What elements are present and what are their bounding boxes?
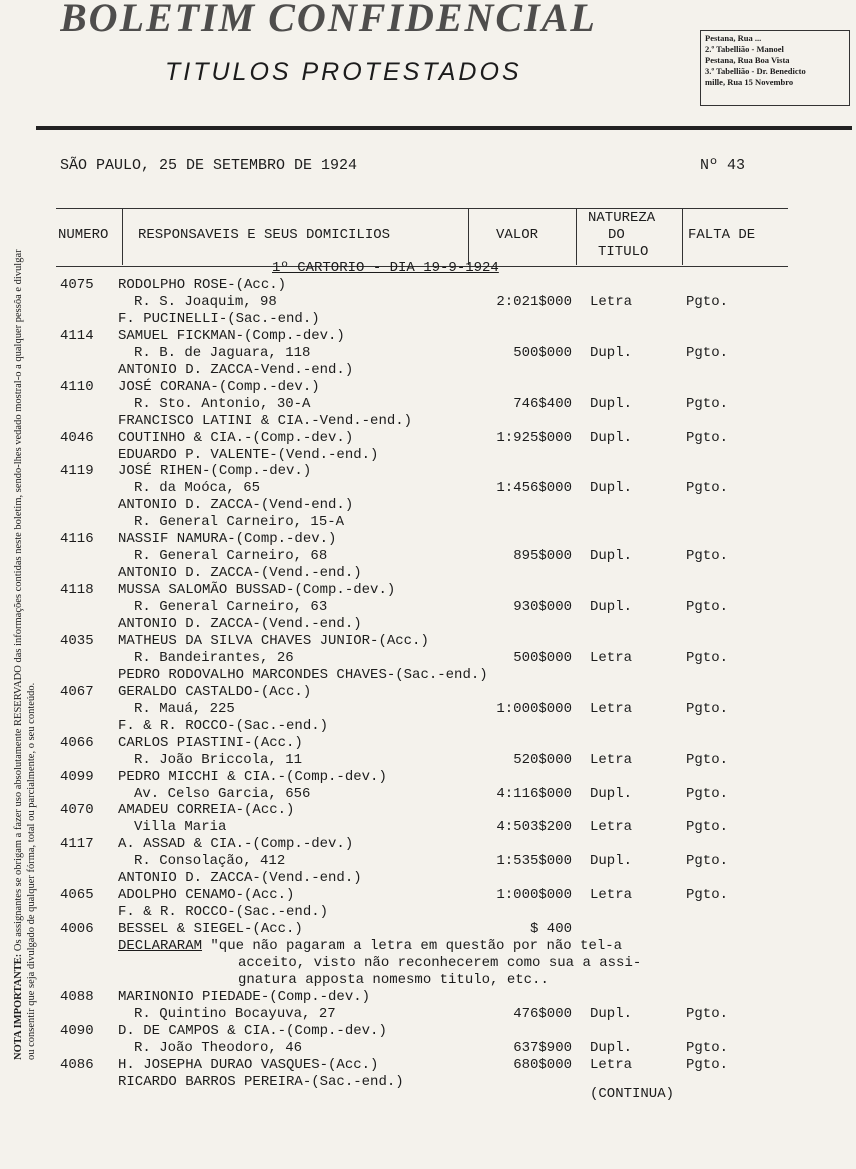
- header-rule: [36, 126, 852, 130]
- table-row: [0, 497, 856, 514]
- protest-number: 4116: [60, 531, 94, 547]
- responsible-party: BESSEL & SIEGEL-(Acc.): [118, 921, 303, 937]
- lack-reason: Pgto.: [686, 819, 729, 835]
- table-row: [0, 514, 856, 531]
- table-row: [0, 769, 856, 786]
- section-heading-row: [0, 260, 856, 277]
- party-address: R. da Moóca, 65: [134, 480, 261, 496]
- amount-value: 895$000: [513, 548, 572, 564]
- protest-number: 4035: [60, 633, 94, 649]
- title-nature: Dupl.: [590, 1006, 633, 1022]
- protest-number: 4119: [60, 463, 94, 479]
- column-divider: [122, 208, 123, 265]
- responsible-party: ADOLPHO CENAMO-(Acc.): [118, 887, 295, 903]
- table-row: [0, 447, 856, 464]
- table-row: [0, 870, 856, 887]
- column-divider: [576, 208, 577, 265]
- party-address: R. Mauá, 225: [134, 701, 235, 717]
- lack-reason: Pgto.: [686, 887, 729, 903]
- bulletin-number: Nº 43: [700, 157, 746, 174]
- lack-reason: Pgto.: [686, 1057, 729, 1073]
- amount-value: 1:000$000: [496, 887, 572, 903]
- amount-value: 1:000$000: [496, 701, 572, 717]
- table-row: [0, 294, 856, 311]
- party-address: R. Sto. Antonio, 30-A: [134, 396, 311, 412]
- table-row: [0, 1006, 856, 1023]
- amount-value: $ 400: [529, 921, 572, 937]
- protest-number: 4070: [60, 802, 94, 818]
- lack-reason: Pgto.: [686, 345, 729, 361]
- declaration-text: "que não pagaram a letra em questão por não tel-a: [202, 938, 623, 954]
- responsible-party: F. & R. ROCCO-(Sac.-end.): [118, 718, 329, 734]
- responsible-party: D. DE CAMPOS & CIA.-(Comp.-dev.): [118, 1023, 387, 1039]
- protest-number: 4114: [60, 328, 94, 344]
- title-nature: Letra: [590, 294, 633, 310]
- amount-value: 476$000: [513, 1006, 572, 1022]
- responsible-party: MATHEUS DA SILVA CHAVES JUNIOR-(Acc.): [118, 633, 429, 649]
- table-row: [0, 311, 856, 328]
- table-row: [0, 853, 856, 870]
- table-row: [0, 701, 856, 718]
- table-row: [0, 921, 856, 938]
- lack-reason: Pgto.: [686, 650, 729, 666]
- responsible-party: MARINONIO PIEDADE-(Comp.-dev.): [118, 989, 371, 1005]
- responsible-party: A. ASSAD & CIA.-(Comp.-dev.): [118, 836, 354, 852]
- amount-value: 1:925$000: [496, 430, 572, 446]
- notary-address-box: [700, 30, 850, 106]
- lack-reason: Pgto.: [686, 752, 729, 768]
- table-row: [0, 836, 856, 853]
- protest-number: 4065: [60, 887, 94, 903]
- table-row: [0, 989, 856, 1006]
- party-address: Av. Celso Garcia, 656: [134, 786, 311, 802]
- lack-reason: Pgto.: [686, 480, 729, 496]
- protest-number: 4088: [60, 989, 94, 1005]
- responsible-party: ANTONIO D. ZACCA-(Vend-end.): [118, 497, 354, 513]
- party-address: R. General Carneiro, 63: [134, 599, 328, 615]
- table-row: [0, 752, 856, 769]
- table-row: [0, 633, 856, 650]
- table-row: [0, 616, 856, 633]
- title-nature: Letra: [590, 752, 633, 768]
- table-row: [0, 684, 856, 701]
- notary-address-line: Pestana, Rua ...: [705, 33, 762, 43]
- title-nature: Letra: [590, 1057, 633, 1073]
- continue-note: (CONTINUA): [590, 1086, 675, 1102]
- lack-reason: Pgto.: [686, 430, 729, 446]
- lack-reason: Pgto.: [686, 548, 729, 564]
- notary-address-line: mille, Rua 15 Novembro: [705, 77, 794, 87]
- responsible-party: PEDRO MICCHI & CIA.-(Comp.-dev.): [118, 769, 387, 785]
- party-address: R. João Theodoro, 46: [134, 1040, 303, 1056]
- amount-value: 680$000: [513, 1057, 572, 1073]
- responsible-party: H. JOSEPHA DURAO VASQUES-(Acc.): [118, 1057, 379, 1073]
- title-nature: Letra: [590, 887, 633, 903]
- header-numero: NUMERO: [58, 227, 109, 243]
- protest-number: 4006: [60, 921, 94, 937]
- lack-reason: Pgto.: [686, 294, 729, 310]
- amount-value: 2:021$000: [496, 294, 572, 310]
- party-address: R. General Carneiro, 15-A: [134, 514, 345, 530]
- responsible-party: COUTINHO & CIA.-(Comp.-dev.): [118, 430, 354, 446]
- title-nature: Letra: [590, 650, 633, 666]
- table-row: [0, 480, 856, 497]
- lack-reason: Pgto.: [686, 599, 729, 615]
- responsible-party: F. PUCINELLI-(Sac.-end.): [118, 311, 320, 327]
- table-row: [0, 904, 856, 921]
- table-row: [0, 362, 856, 379]
- title-nature: Letra: [590, 819, 633, 835]
- responsible-party: F. & R. ROCCO-(Sac.-end.): [118, 904, 329, 920]
- amount-value: 746$400: [513, 396, 572, 412]
- header-valor: VALOR: [496, 227, 539, 243]
- party-address: R. João Briccola, 11: [134, 752, 303, 768]
- title-nature: Dupl.: [590, 480, 633, 496]
- table-row: [0, 531, 856, 548]
- responsible-party: SAMUEL FICKMAN-(Comp.-dev.): [118, 328, 345, 344]
- amount-value: 500$000: [513, 345, 572, 361]
- responsible-party: ANTONIO D. ZACCA-(Vend.-end.): [118, 616, 362, 632]
- table-row: [0, 938, 856, 955]
- title-nature: Dupl.: [590, 430, 633, 446]
- table-row: [0, 396, 856, 413]
- declaration-label: DECLARARAM: [118, 938, 203, 954]
- table-row: [0, 565, 856, 582]
- party-address: R. Consolação, 412: [134, 853, 286, 869]
- notary-address-line: 3.º Tabellião - Dr. Benedicto: [705, 66, 806, 76]
- lack-reason: Pgto.: [686, 786, 729, 802]
- lack-reason: Pgto.: [686, 853, 729, 869]
- protest-number: 4066: [60, 735, 94, 751]
- responsible-party: MUSSA SALOMÃO BUSSAD-(Comp.-dev.): [118, 582, 396, 598]
- protest-number: 4075: [60, 277, 94, 293]
- table-row: [0, 819, 856, 836]
- protest-number: 4099: [60, 769, 94, 785]
- amount-value: 1:535$000: [496, 853, 572, 869]
- notary-address-line: 2.º Tabellião - Manoel: [705, 44, 784, 54]
- table-row: [0, 972, 856, 989]
- title-nature: Dupl.: [590, 1040, 633, 1056]
- table-row: [0, 582, 856, 599]
- header-falta: FALTA DE: [688, 227, 756, 243]
- header-natureza-line1: NATUREZA: [588, 210, 656, 226]
- responsible-party: RODOLPHO ROSE-(Acc.): [118, 277, 287, 293]
- title-nature: Dupl.: [590, 786, 633, 802]
- date-line: SÃO PAULO, 25 DE SETEMBRO DE 1924: [60, 157, 358, 174]
- table-row: [0, 1074, 856, 1091]
- table-row: [0, 802, 856, 819]
- title-nature: Letra: [590, 701, 633, 717]
- table-row: [0, 548, 856, 565]
- table-row: [0, 463, 856, 480]
- amount-value: 637$900: [513, 1040, 572, 1056]
- protest-number: 4046: [60, 430, 94, 446]
- amount-value: 930$000: [513, 599, 572, 615]
- protest-number: 4117: [60, 836, 94, 852]
- protest-number: 4110: [60, 379, 94, 395]
- amount-value: 1:456$000: [496, 480, 572, 496]
- table-row: [0, 667, 856, 684]
- notary-address-line: Pestana, Rua Boa Vista: [705, 55, 790, 65]
- party-address: R. B. de Jaguara, 118: [134, 345, 311, 361]
- party-address: Villa Maria: [134, 819, 227, 835]
- header-natureza-line3: TITULO: [598, 244, 649, 260]
- table-row: [0, 413, 856, 430]
- title-nature: Dupl.: [590, 548, 633, 564]
- responsible-party: ANTONIO D. ZACCA-(Vend.-end.): [118, 565, 362, 581]
- table-row: [0, 735, 856, 752]
- title-nature: Dupl.: [590, 345, 633, 361]
- header-responsaveis: RESPONSAVEIS E SEUS DOMICILIOS: [138, 227, 391, 243]
- amount-value: 4:116$000: [496, 786, 572, 802]
- responsible-party: RICARDO BARROS PEREIRA-(Sac.-end.): [118, 1074, 404, 1090]
- title-nature: Dupl.: [590, 853, 633, 869]
- table-row: [0, 379, 856, 396]
- responsible-party: JOSÉ RIHEN-(Comp.-dev.): [118, 463, 312, 479]
- party-address: R. General Carneiro, 68: [134, 548, 328, 564]
- protest-number: 4118: [60, 582, 94, 598]
- amount-value: 520$000: [513, 752, 572, 768]
- protest-number: 4086: [60, 1057, 94, 1073]
- title-nature: Dupl.: [590, 396, 633, 412]
- header-natureza-line2: DO: [608, 227, 625, 243]
- table-row: [0, 1057, 856, 1074]
- responsible-party: CARLOS PIASTINI-(Acc.): [118, 735, 303, 751]
- table-row: [0, 599, 856, 616]
- side-note-label: NOTA IMPORTANTE:: [13, 953, 24, 1060]
- document-subtitle: TITULOS PROTESTADOS: [165, 58, 522, 86]
- table-row: [0, 650, 856, 667]
- column-divider: [468, 208, 469, 265]
- table-row: [0, 345, 856, 362]
- lack-reason: Pgto.: [686, 1040, 729, 1056]
- responsible-party: JOSÉ CORANA-(Comp.-dev.): [118, 379, 320, 395]
- party-address: R. Quintino Bocayuva, 27: [134, 1006, 336, 1022]
- responsible-party: GERALDO CASTALDO-(Acc.): [118, 684, 312, 700]
- responsible-party: EDUARDO P. VALENTE-(Vend.-end.): [118, 447, 379, 463]
- side-note-text: Os assignantes se obrigam a fazer uso absolutamente RESERVADO das informações contidas neste boletim, sendo-lhes vedado mostral-o a qualquer pessôa e divulgar ou consentir que seja divulgado de qualquer fórma, total ou parcialmente, o seu conteúdo.: [13, 249, 37, 1060]
- table-row: [0, 1040, 856, 1057]
- table-row: [0, 718, 856, 735]
- responsible-party: NASSIF NAMURA-(Comp.-dev.): [118, 531, 337, 547]
- responsible-party: PEDRO RODOVALHO MARCONDES CHAVES-(Sac.-end.): [118, 667, 488, 683]
- table-row: [0, 786, 856, 803]
- responsible-party: ANTONIO D. ZACCA-Vend.-end.): [118, 362, 354, 378]
- declaration-text: acceito, visto não reconhecerem como sua a assi-: [238, 955, 642, 971]
- table-row: [0, 887, 856, 904]
- amount-value: 500$000: [513, 650, 572, 666]
- table-row: [0, 955, 856, 972]
- bulletin-banner-title: BOLETIM CONFIDENCIAL: [60, 0, 597, 36]
- amount-value: 4:503$200: [496, 819, 572, 835]
- responsible-party: FRANCISCO LATINI & CIA.-Vend.-end.): [118, 413, 413, 429]
- lack-reason: Pgto.: [686, 1006, 729, 1022]
- responsible-party: AMADEU CORREIA-(Acc.): [118, 802, 295, 818]
- title-nature: Dupl.: [590, 599, 633, 615]
- table-row: [0, 1023, 856, 1040]
- table-row: [0, 277, 856, 294]
- responsible-party: ANTONIO D. ZACCA-(Vend.-end.): [118, 870, 362, 886]
- declaration-text: gnatura apposta nomesmo titulo, etc..: [238, 972, 549, 988]
- protest-number: 4090: [60, 1023, 94, 1039]
- lack-reason: Pgto.: [686, 701, 729, 717]
- column-divider: [682, 208, 683, 265]
- protest-number: 4067: [60, 684, 94, 700]
- lack-reason: Pgto.: [686, 396, 729, 412]
- table-row: [0, 430, 856, 447]
- party-address: R. Bandeirantes, 26: [134, 650, 294, 666]
- section-title: 1º CARTORIO - DIA 19-9-1924: [272, 260, 499, 276]
- party-address: R. S. Joaquim, 98: [134, 294, 277, 310]
- table-row: [0, 328, 856, 345]
